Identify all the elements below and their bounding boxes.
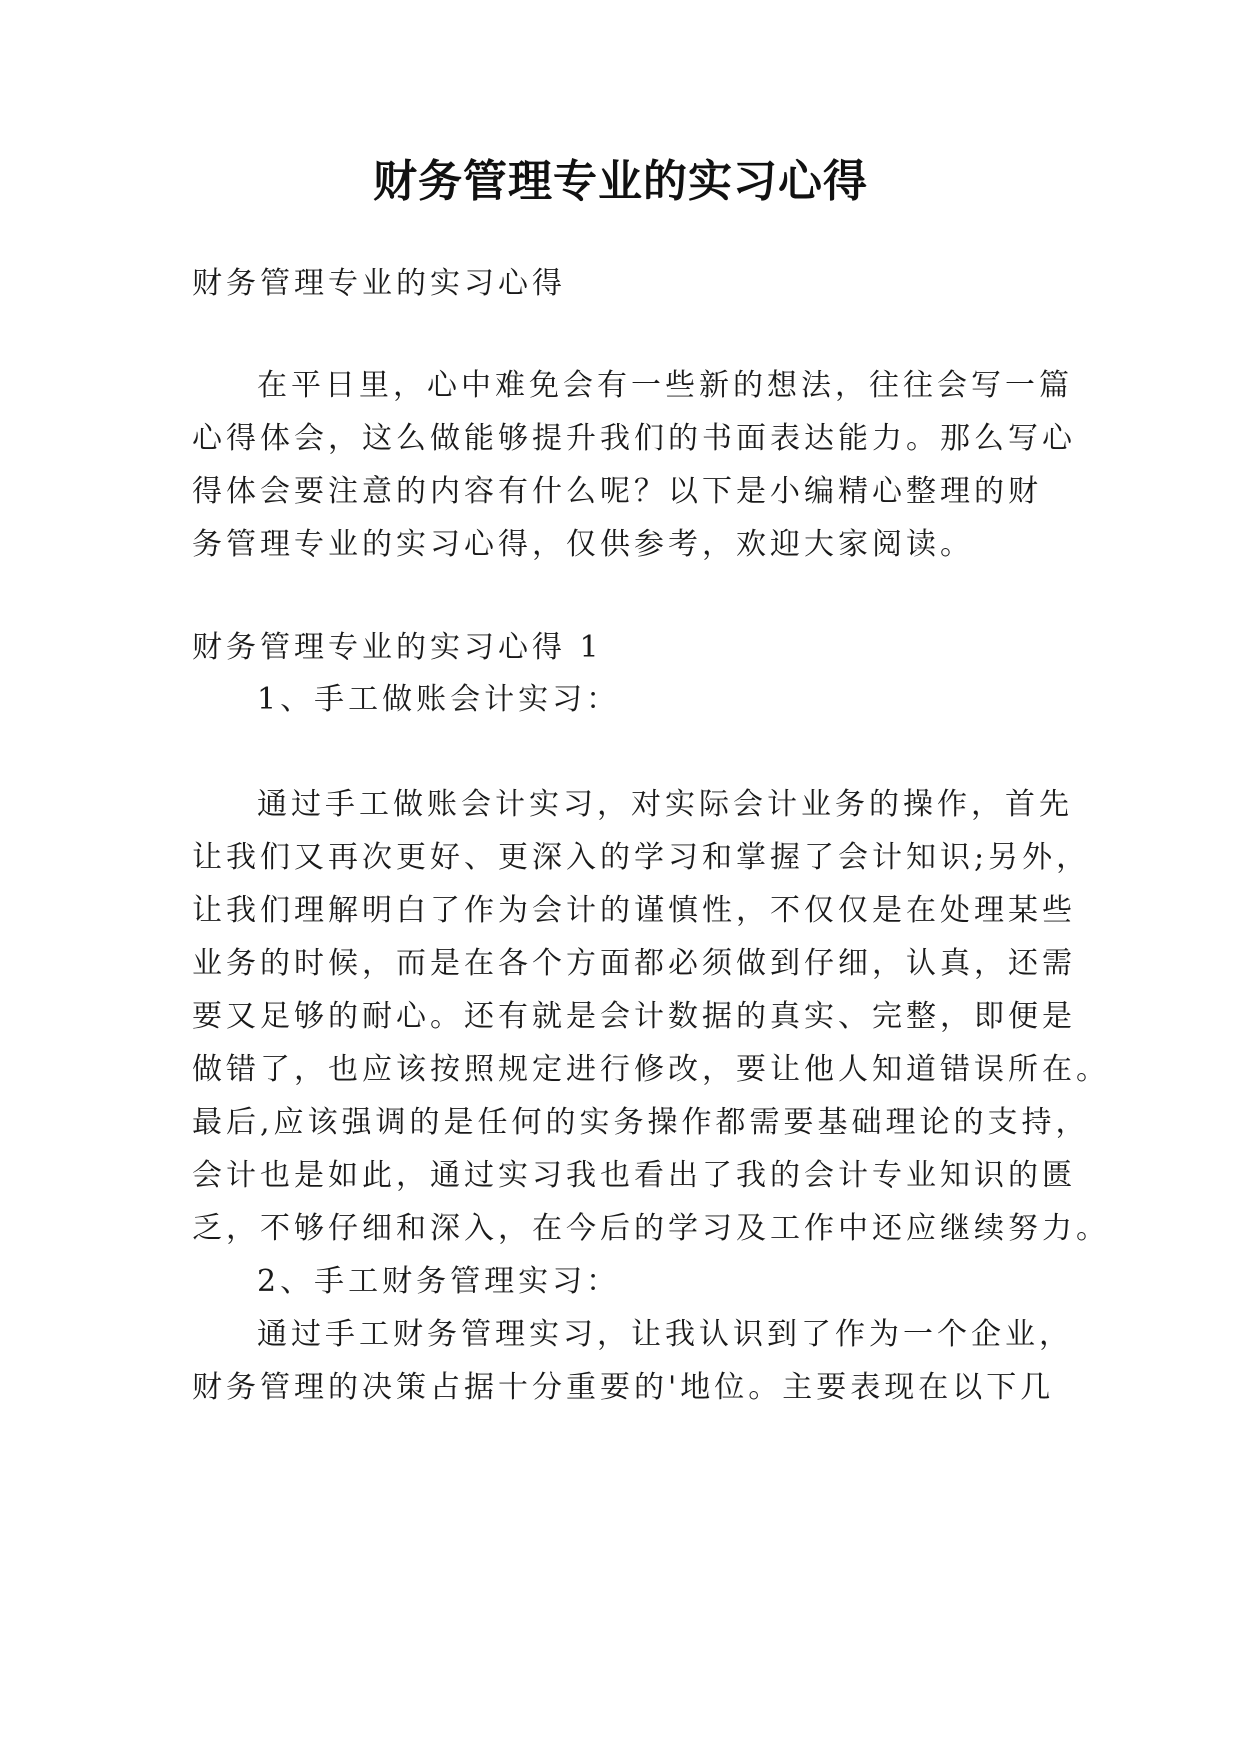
body-line: 通过手工财务管理实习，让我认识到了作为一个企业， bbox=[257, 1317, 1073, 1352]
intro-line: 心得体会，这么做能够提升我们的书面表达能力。那么写心 bbox=[192, 421, 1076, 456]
body-line: 乏，不够仔细和深入，在今后的学习及工作中还应继续努力。 bbox=[192, 1211, 1110, 1246]
item-heading: 1、手工做账会计实习： bbox=[257, 682, 621, 717]
body-line: 让我们理解明白了作为会计的谨慎性，不仅仅是在处理某些 bbox=[192, 893, 1076, 928]
intro-line: 在平日里，心中难免会有一些新的想法，往往会写一篇 bbox=[257, 368, 1073, 403]
body-line: 做错了，也应该按照规定进行修改，要让他人知道错误所在。 bbox=[192, 1052, 1110, 1087]
body-line: 要又足够的耐心。还有就是会计数据的真实、完整，即便是 bbox=[192, 999, 1076, 1034]
section-heading: 财务管理专业的实习心得 1 bbox=[192, 630, 603, 665]
document-subtitle: 财务管理专业的实习心得 bbox=[192, 266, 566, 301]
body-line: 业务的时候，而是在各个方面都必须做到仔细，认真，还需 bbox=[192, 946, 1076, 981]
body-line: 财务管理的决策占据十分重要的'地位。主要表现在以下几 bbox=[192, 1370, 1055, 1405]
body-line: 通过手工做账会计实习，对实际会计业务的操作，首先 bbox=[257, 787, 1073, 822]
intro-line: 务管理专业的实习心得，仅供参考，欢迎大家阅读。 bbox=[192, 527, 974, 562]
item-heading: 2、手工财务管理实习： bbox=[257, 1264, 621, 1299]
body-line: 会计也是如此，通过实习我也看出了我的会计专业知识的匮 bbox=[192, 1158, 1076, 1193]
body-line: 让我们又再次更好、更深入的学习和掌握了会计知识;另外， bbox=[192, 840, 1091, 875]
intro-line: 得体会要注意的内容有什么呢？以下是小编精心整理的财 bbox=[192, 474, 1042, 509]
document-title: 财务管理专业的实习心得 bbox=[373, 156, 868, 207]
body-line: 最后,应该强调的是任何的实务操作都需要基础理论的支持， bbox=[192, 1105, 1090, 1140]
